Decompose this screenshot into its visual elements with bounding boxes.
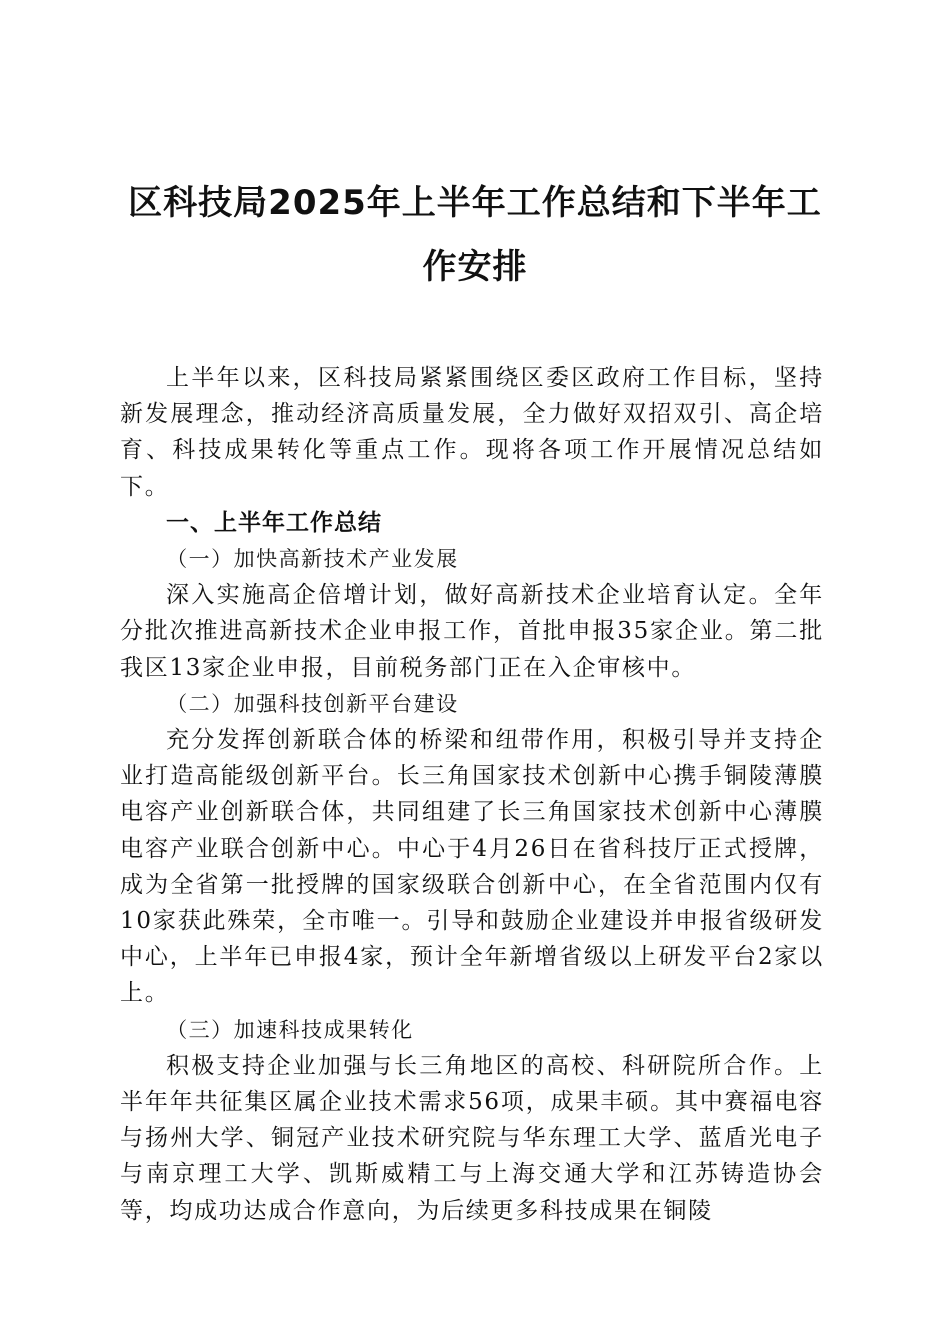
document-body xyxy=(120,360,824,1229)
document-title xyxy=(118,171,832,299)
title-line-1: 区科技局2025年上半年工作总结和下半年工 xyxy=(128,183,822,223)
section-heading: 一、上半年工作总结 xyxy=(166,509,382,536)
subsection-heading: （三）加速科技成果转化 xyxy=(166,1017,414,1042)
subsection-heading: （一）加快高新技术产业发展 xyxy=(166,547,459,572)
intro-paragraph: 上半年以来，区科技局紧紧围绕区委区政府工作目标，坚持新发展理念，推动经济高质量发展，全力做好双招双引、高企培育、科技成果转化等重点工作。现将各项工作开展情况总结如下。 xyxy=(120,365,824,500)
subsection-paragraph: 深入实施高企倍增计划，做好高新技术企业培育认定。全年分批次推进高新技术企业申报工作，首批申报35家企业。第二批我区13家企业申报，目前税务部门正在入企审核中。 xyxy=(120,582,824,681)
subsection-paragraph: 积极支持企业加强与长三角地区的高校、科研院所合作。上半年年共征集区属企业技术需求56项，成果丰硕。其中赛福电容与扬州大学、铜冠产业技术研究院与华东理工大学、蓝盾光电子与南京理工大学、凯斯威精工与上海交通大学和江苏铸造协会等，均成功达成合作意向，为后续更多科技成果在铜陵 xyxy=(120,1052,824,1224)
subsection-paragraph: 充分发挥创新联合体的桥梁和纽带作用，积极引导并支持企业打造高能级创新平台。长三角国家技术创新中心携手铜陵薄膜电容产业创新联合体，共同组建了长三角国家技术创新中心薄膜电容产业联合创新中心。中心于4月26日在省科技厅正式授牌，成为全省第一批授牌的国家级联合创新中心，在全省范围内仅有10家获此殊荣，全市唯一。引导和鼓励企业建设并申报省级研发中心，上半年已申报4家，预计全年新增省级以上研发平台2家以上。 xyxy=(120,727,824,1007)
subsection-heading: （二）加强科技创新平台建设 xyxy=(166,691,459,716)
title-line-2: 作安排 xyxy=(422,247,528,287)
